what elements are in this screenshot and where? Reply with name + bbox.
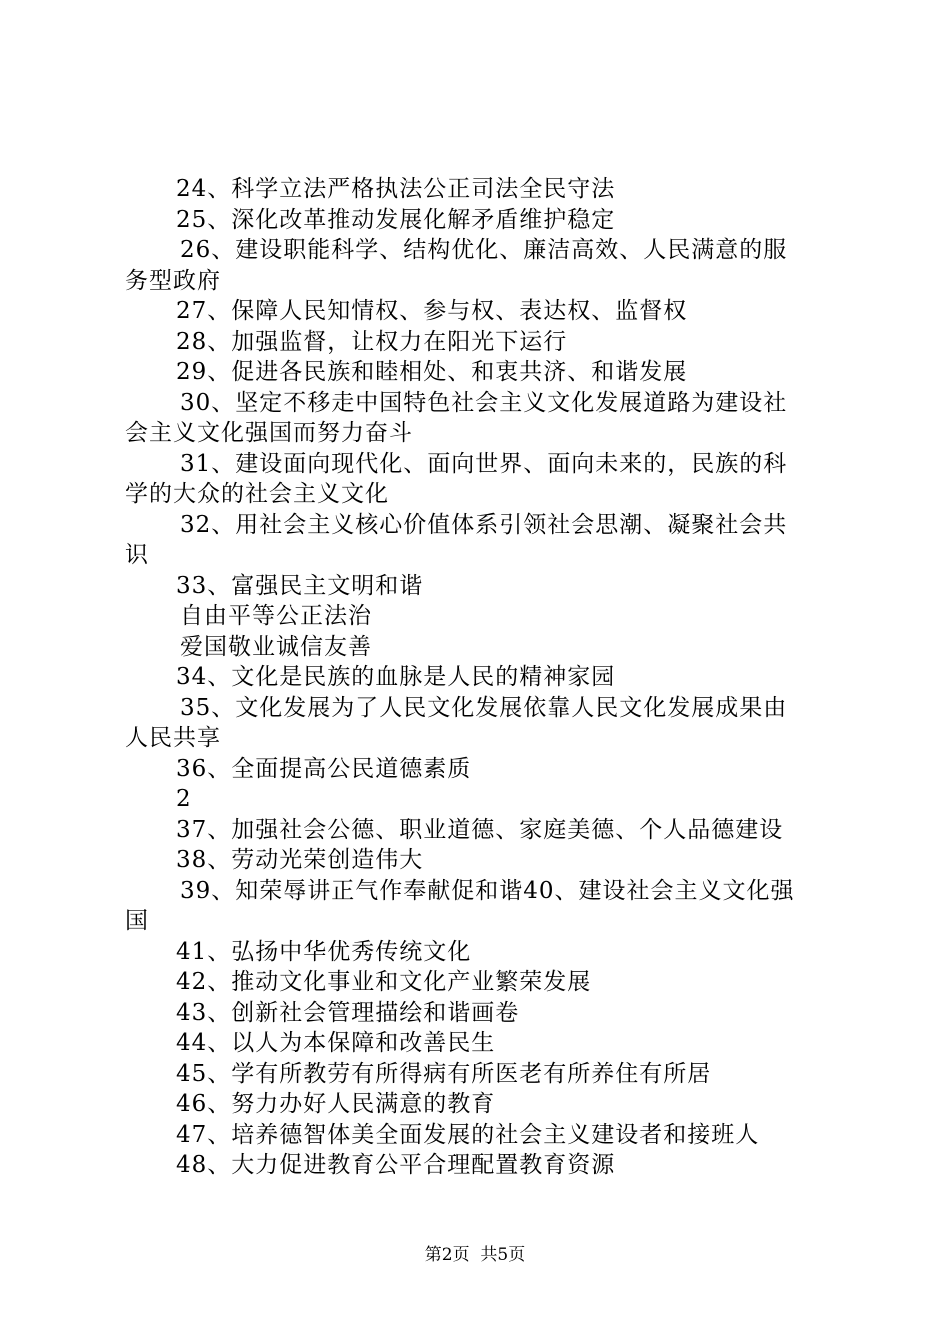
document-line: 识: [125, 542, 149, 568]
document-line: 43、创新社会管理描绘和谐画卷: [176, 999, 520, 1026]
document-line: 41、弘扬中华优秀传统文化: [176, 938, 472, 965]
document-line: 27、保障人民知情权、参与权、表达权、监督权: [176, 298, 688, 324]
document-line: 自由平等公正法治: [180, 603, 372, 629]
document-line: 29、促进各民族和睦相处、和衷共济、和谐发展: [176, 359, 688, 385]
document-line: 45、学有所教劳有所得病有所医老有所养住有所居: [176, 1060, 712, 1087]
document-line: 47、培养德智体美全面发展的社会主义建设者和接班人: [176, 1121, 760, 1148]
document-line: 28、加强监督，让权力在阳光下运行: [176, 328, 568, 355]
document-line: 务型政府: [125, 267, 221, 294]
document-line: 31、建设面向现代化、面向世界、面向未来的，民族的科: [180, 450, 788, 477]
page-footer: 第2页 共5页: [424, 1245, 526, 1265]
document-line: 42、推动文化事业和文化产业繁荣发展: [176, 969, 592, 995]
document-line: 国: [125, 908, 149, 934]
document-line: 会主义文化强国而努力奋斗: [125, 420, 413, 446]
document-line: 48、大力促进教育公平合理配置教育资源: [176, 1152, 616, 1178]
document-line: 38、劳动光荣创造伟大: [176, 847, 424, 873]
document-line: 学的大众的社会主义文化: [125, 481, 389, 507]
document-line: 25、深化改革推动发展化解矛盾维护稳定: [176, 206, 616, 233]
document-line: 44、以人为本保障和改善民生: [176, 1030, 496, 1056]
document-body: [125, 174, 835, 1181]
document-line: 26、建设职能科学、结构优化、廉洁高效、人民满意的服: [180, 237, 788, 263]
document-line: 24、科学立法严格执法公正司法全民守法: [176, 176, 616, 202]
document-line: 34、文化是民族的血脉是人民的精神家园: [176, 664, 616, 690]
document-line: 37、加强社会公德、职业道德、家庭美德、个人品德建设: [176, 816, 784, 843]
document-line: 33、富强民主文明和谐: [176, 572, 424, 599]
document-line: 人民共享: [125, 725, 221, 751]
document-line: 爱国敬业诚信友善: [180, 633, 372, 660]
document-line: 2: [176, 786, 192, 812]
document-line: 46、努力办好人民满意的教育: [176, 1091, 496, 1117]
document-line: 39、知荣辱讲正气作奉献促和谐40、建设社会主义文化强: [180, 877, 795, 904]
document-line: 30、坚定不移走中国特色社会主义文化发展道路为建设社: [180, 389, 788, 416]
document-line: 32、用社会主义核心价值体系引领社会思潮、凝聚社会共: [180, 511, 788, 538]
document-line: 35、文化发展为了人民文化发展依靠人民文化发展成果由: [180, 694, 788, 721]
document-line: 36、全面提高公民道德素质: [176, 755, 472, 782]
